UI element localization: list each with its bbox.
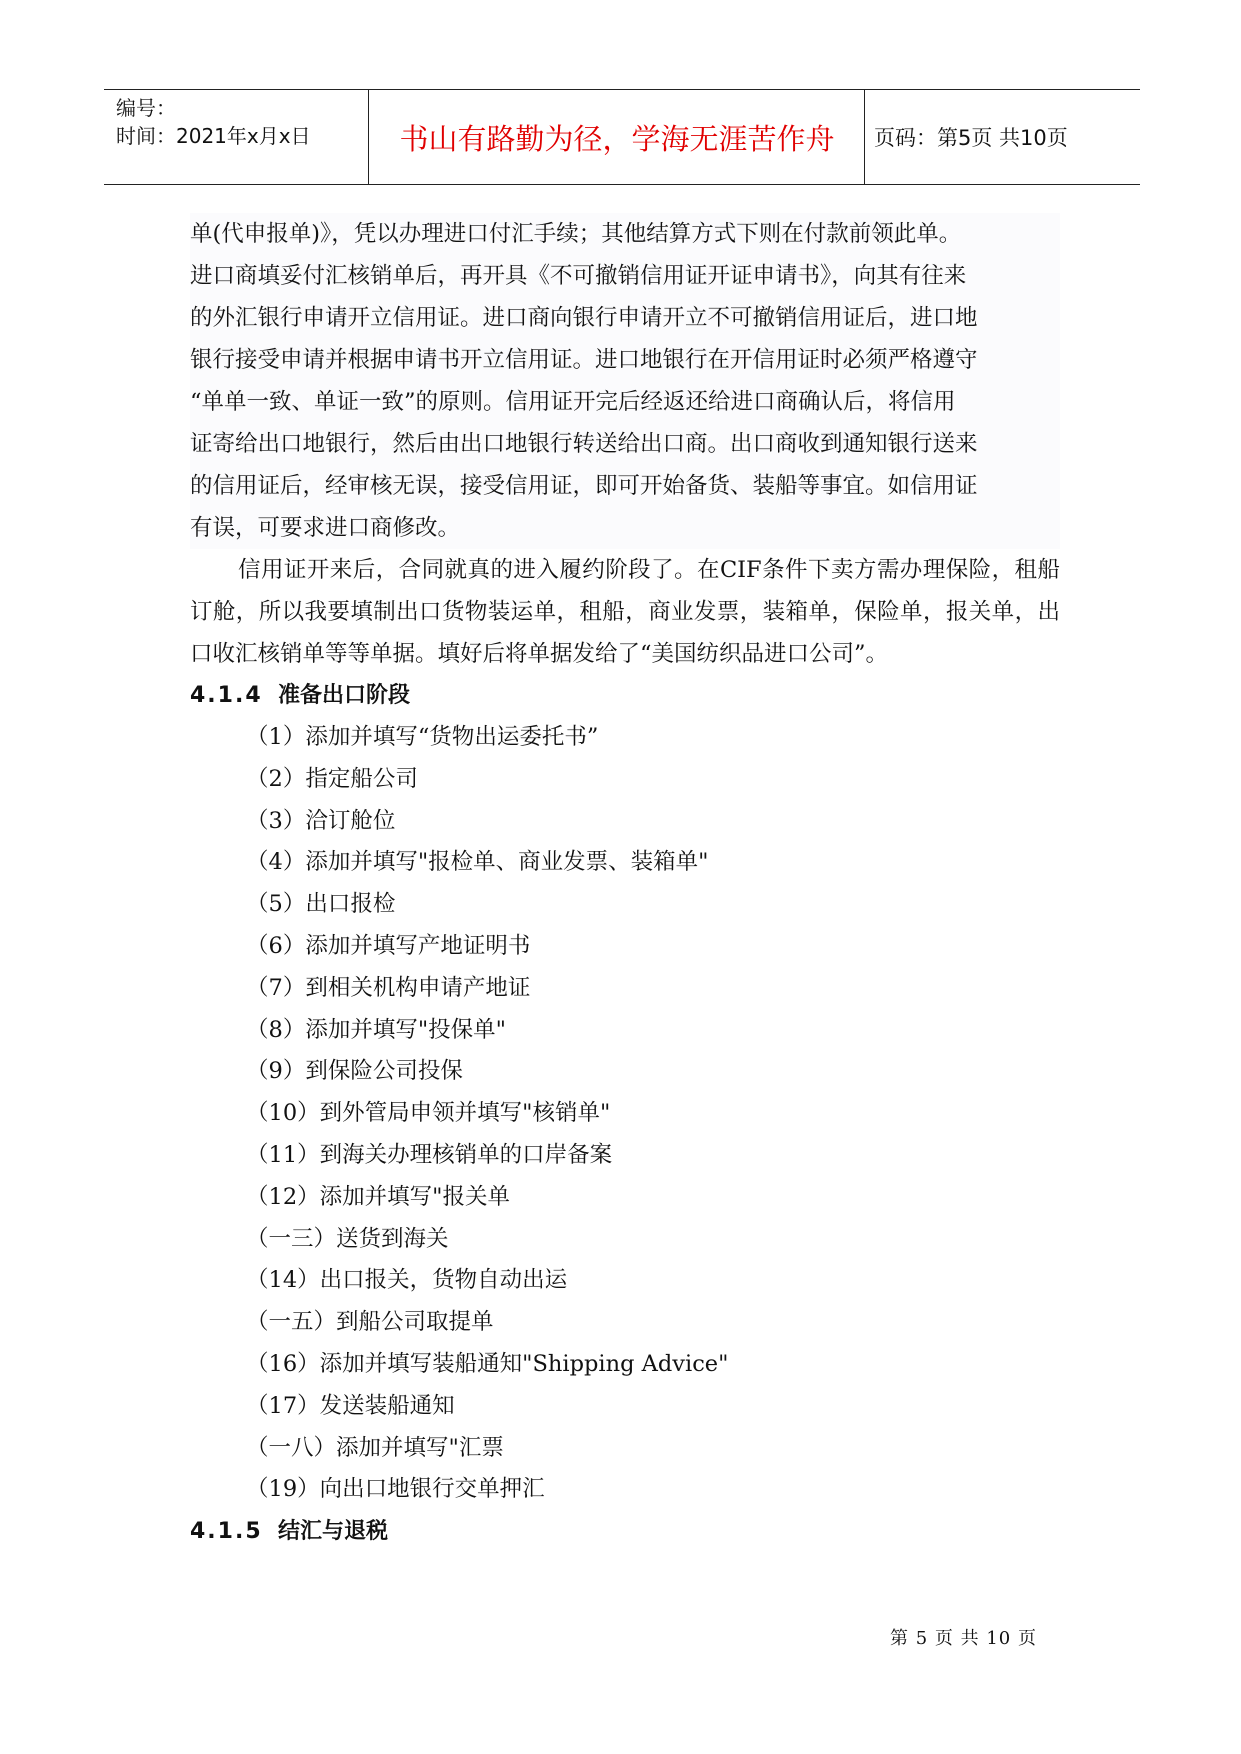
text-line: 证寄给出口地银行，然后由出口地银行转送给出口商。出口商收到通知银行送来 — [190, 431, 978, 457]
export-steps-list — [190, 717, 1060, 1511]
list-item: （2）指定船公司 — [246, 765, 418, 792]
list-item: （12）添加并填写"报关单 — [246, 1183, 510, 1210]
serial-label: 编号： — [116, 96, 176, 120]
time-label: 时间：2021年x月x日 — [116, 124, 311, 148]
header-meta — [116, 94, 366, 150]
list-item: （7）到相关机构申请产地证 — [246, 974, 531, 1001]
section-title: 结汇与退税 — [278, 1519, 389, 1545]
list-item: （一五）到船公司取提单 — [246, 1309, 494, 1336]
list-item: （11）到海关办理核销单的口岸备案 — [246, 1141, 613, 1168]
text-line: 单(代申报单)》，凭以办理进口付汇手续；其他结算方式下则在付款前领此单。 — [190, 221, 962, 247]
list-item: （一三）送货到海关 — [246, 1225, 449, 1252]
list-item: （16）添加并填写装船通知"Shipping Advice" — [246, 1350, 729, 1377]
section-title: 准备出口阶段 — [278, 683, 411, 708]
list-item: （14）出口报关，货物自动出运 — [246, 1267, 568, 1294]
list-item: （一八）添加并填写"汇票 — [246, 1434, 504, 1461]
paragraph-contract-performance: 信用证开来后，合同就真的进入履约阶段了。在CIF条件下卖方需办理保险，租船订舱，所以我要填制出口货物装运单，租船，商业发票，装箱单，保险单，报关单，出口收汇核销单等等单据。填好后将单据发给了“美国纺织品进口公司”。 — [190, 557, 1060, 667]
section-number: 4.1.5 — [190, 1519, 263, 1545]
header-page-info: 页码：第5页 共10页 — [874, 126, 1068, 150]
text-line: 的信用证后，经审核无误，接受信用证，即可开始备货、装船等事宜。如信用证 — [190, 473, 978, 499]
header-divider — [368, 90, 369, 184]
text-line: 进口商填妥付汇核销单后，再开具《不可撤销信用证开证申请书》，向其有往来 — [190, 263, 967, 289]
text-line: 有误，可要求进口商修改。 — [190, 515, 461, 541]
page-footer: 第 5 页 共 10 页 — [890, 1628, 1037, 1649]
list-item: （3）洽订舱位 — [246, 807, 396, 834]
section-heading-4-1-4 — [190, 675, 1060, 717]
document-body — [190, 213, 1060, 1553]
header-divider — [864, 90, 865, 184]
list-item: （1）添加并填写“货物出运委托书” — [246, 724, 599, 750]
section-heading-4-1-5 — [190, 1511, 1060, 1553]
paragraph-letter-of-credit — [190, 213, 1060, 549]
list-item: （17）发送装船通知 — [246, 1392, 455, 1419]
list-item: （9）到保险公司投保 — [246, 1058, 463, 1085]
list-item: （8）添加并填写"投保单" — [246, 1016, 507, 1043]
text-line: 银行接受申请并根据申请书开立信用证。进口地银行在开信用证时必须严格遵守 — [190, 347, 978, 373]
header-motto: 书山有路勤为径，学海无涯苦作舟 — [399, 121, 835, 156]
text-line: “单单一致、单证一致”的原则。信用证开完后经返还给进口商确认后，将信用 — [190, 389, 956, 415]
list-item: （5）出口报检 — [246, 891, 396, 918]
list-item: （10）到外管局申领并填写"核销单" — [246, 1100, 611, 1127]
section-number: 4.1.4 — [190, 683, 263, 708]
list-item: （6）添加并填写产地证明书 — [246, 932, 531, 959]
text-line: 的外汇银行申请开立信用证。进口商向银行申请开立不可撤销信用证后，进口地 — [190, 305, 978, 331]
list-item: （19）向出口地银行交单押汇 — [246, 1476, 545, 1503]
list-item: （4）添加并填写"报检单、商业发票、装箱单" — [246, 849, 709, 876]
page-header — [104, 89, 1140, 185]
